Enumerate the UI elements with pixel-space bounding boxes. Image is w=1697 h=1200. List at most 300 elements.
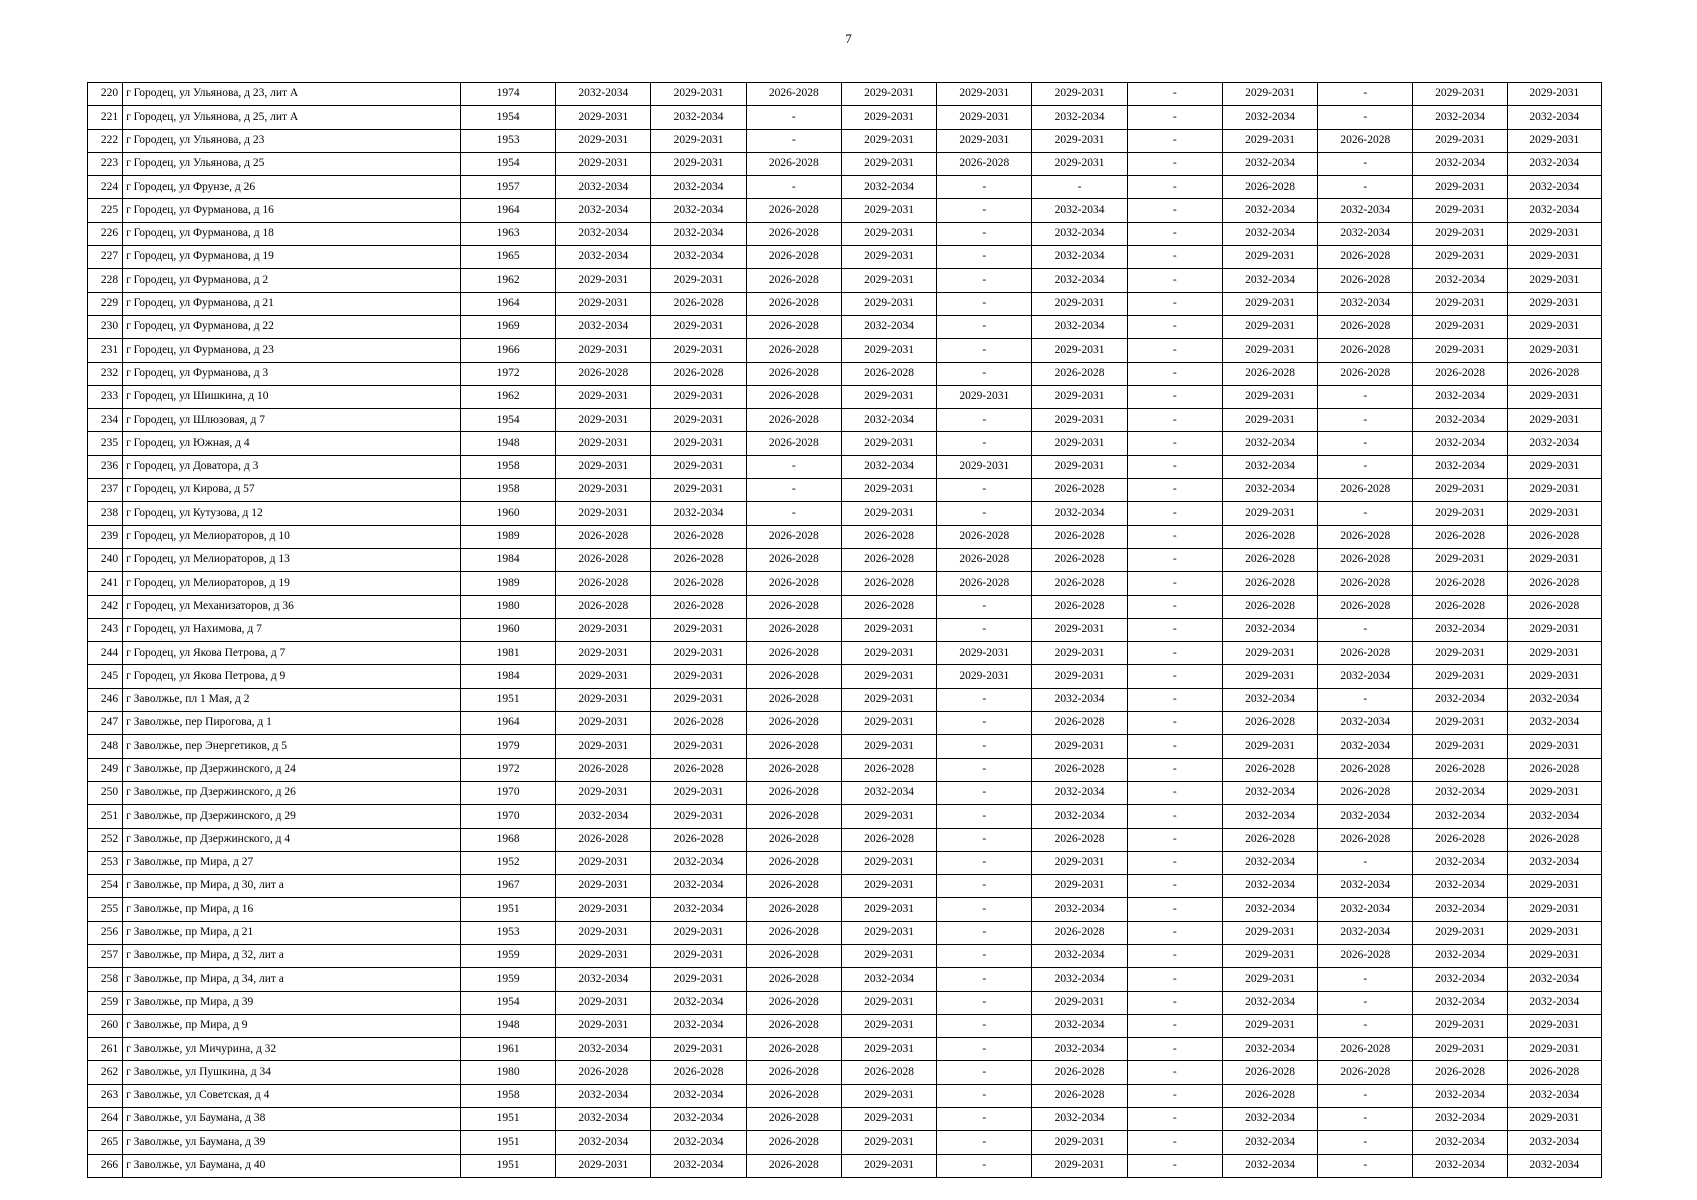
period-cell: 2032-2034	[651, 106, 746, 129]
period-cell: 2029-2031	[1222, 339, 1317, 362]
period-cell: 2026-2028	[841, 362, 936, 385]
period-cell: 2026-2028	[746, 828, 841, 851]
period-cell: 2032-2034	[1318, 665, 1413, 688]
period-cell: 2029-2031	[841, 269, 936, 292]
period-cell: 2026-2028	[556, 525, 651, 548]
period-cell: 2029-2031	[1032, 83, 1127, 106]
period-cell: 2026-2028	[651, 712, 746, 735]
address-cell: г Заволжье, ул Баумана, д 40	[123, 1154, 461, 1177]
period-cell: 2026-2028	[1318, 479, 1413, 502]
address-cell: г Городец, ул Ульянова, д 23	[123, 129, 461, 152]
period-cell: -	[937, 1014, 1032, 1037]
period-cell: 2032-2034	[1413, 851, 1507, 874]
period-cell: 2032-2034	[1413, 432, 1507, 455]
address-cell: г Заволжье, ул Баумана, д 39	[123, 1131, 461, 1154]
period-cell: 2026-2028	[1032, 712, 1127, 735]
table-row	[88, 548, 1602, 571]
period-cell: -	[1127, 805, 1222, 828]
period-cell: 2029-2031	[1507, 1014, 1601, 1037]
address-cell: г Заволжье, пер Энергетиков, д 5	[123, 735, 461, 758]
period-cell: 2029-2031	[841, 921, 936, 944]
year-cell: 1966	[460, 339, 555, 362]
period-cell: -	[937, 362, 1032, 385]
period-cell: 2029-2031	[651, 781, 746, 804]
period-cell: 2032-2034	[1222, 199, 1317, 222]
period-cell: 2029-2031	[1507, 222, 1601, 245]
period-cell: -	[937, 875, 1032, 898]
period-cell: 2029-2031	[1222, 83, 1317, 106]
period-cell: 2032-2034	[1413, 805, 1507, 828]
period-cell: 2029-2031	[937, 106, 1032, 129]
table-row	[88, 292, 1602, 315]
table-row	[88, 222, 1602, 245]
row-number-cell: 260	[88, 1014, 123, 1037]
address-cell: г Городец, ул Фурманова, д 23	[123, 339, 461, 362]
period-cell: 2029-2031	[1507, 1038, 1601, 1061]
row-number-cell: 231	[88, 339, 123, 362]
period-cell: 2032-2034	[651, 1084, 746, 1107]
period-cell: 2029-2031	[1413, 548, 1507, 571]
period-cell: 2032-2034	[1222, 898, 1317, 921]
period-cell: -	[1127, 548, 1222, 571]
period-cell: 2032-2034	[1413, 944, 1507, 967]
year-cell: 1963	[460, 222, 555, 245]
period-cell: 2032-2034	[1222, 269, 1317, 292]
period-cell: 2026-2028	[1318, 758, 1413, 781]
period-cell: 2032-2034	[1318, 875, 1413, 898]
period-cell: 2026-2028	[1222, 758, 1317, 781]
row-number-cell: 252	[88, 828, 123, 851]
period-cell: 2026-2028	[746, 758, 841, 781]
period-cell: -	[937, 315, 1032, 338]
period-cell: 2026-2028	[1318, 269, 1413, 292]
period-cell: 2026-2028	[746, 875, 841, 898]
row-number-cell: 241	[88, 572, 123, 595]
period-cell: 2026-2028	[841, 758, 936, 781]
period-cell: 2026-2028	[1032, 548, 1127, 571]
period-cell: -	[1127, 921, 1222, 944]
period-cell: 2026-2028	[746, 292, 841, 315]
period-cell: 2032-2034	[1507, 1131, 1601, 1154]
period-cell: -	[1127, 152, 1222, 175]
period-cell: 2026-2028	[1032, 479, 1127, 502]
period-cell: 2029-2031	[1413, 479, 1507, 502]
table-row	[88, 83, 1602, 106]
period-cell: 2029-2031	[1413, 246, 1507, 269]
period-cell: 2032-2034	[1507, 805, 1601, 828]
table-row	[88, 595, 1602, 618]
row-number-cell: 245	[88, 665, 123, 688]
period-cell: 2026-2028	[746, 665, 841, 688]
period-cell: -	[937, 292, 1032, 315]
period-cell: 2029-2031	[556, 129, 651, 152]
period-cell: 2029-2031	[1032, 991, 1127, 1014]
table-row	[88, 385, 1602, 408]
period-cell: 2029-2031	[937, 385, 1032, 408]
period-cell: 2029-2031	[1507, 781, 1601, 804]
period-cell: 2026-2028	[746, 921, 841, 944]
address-cell: г Городец, ул Фрунзе, д 26	[123, 176, 461, 199]
period-cell: 2029-2031	[841, 1131, 936, 1154]
period-cell: 2029-2031	[1507, 642, 1601, 665]
period-cell: -	[1127, 1038, 1222, 1061]
address-cell: г Заволжье, ул Пушкина, д 34	[123, 1061, 461, 1084]
table-row	[88, 409, 1602, 432]
period-cell: -	[1318, 1131, 1413, 1154]
row-number-cell: 226	[88, 222, 123, 245]
period-cell: -	[746, 479, 841, 502]
period-cell: -	[1318, 851, 1413, 874]
row-number-cell: 251	[88, 805, 123, 828]
period-cell: 2032-2034	[1413, 898, 1507, 921]
year-cell: 1981	[460, 642, 555, 665]
period-cell: 2032-2034	[1222, 805, 1317, 828]
period-cell: 2026-2028	[841, 548, 936, 571]
period-cell: -	[937, 1131, 1032, 1154]
period-cell: -	[1127, 735, 1222, 758]
period-cell: 2032-2034	[1222, 991, 1317, 1014]
period-cell: 2029-2031	[937, 455, 1032, 478]
period-cell: -	[1127, 758, 1222, 781]
row-number-cell: 222	[88, 129, 123, 152]
year-cell: 1968	[460, 828, 555, 851]
address-cell: г Заволжье, пр Мира, д 27	[123, 851, 461, 874]
period-cell: -	[1127, 1014, 1222, 1037]
period-cell: 2026-2028	[1413, 595, 1507, 618]
period-cell: 2032-2034	[1222, 1131, 1317, 1154]
period-cell: 2026-2028	[651, 362, 746, 385]
period-cell: 2032-2034	[1507, 968, 1601, 991]
period-cell: 2032-2034	[1507, 432, 1601, 455]
period-cell: 2026-2028	[746, 432, 841, 455]
period-cell: 2029-2031	[651, 409, 746, 432]
period-cell: 2029-2031	[1413, 642, 1507, 665]
period-cell: 2032-2034	[1222, 1038, 1317, 1061]
period-cell: 2029-2031	[937, 665, 1032, 688]
table-row	[88, 735, 1602, 758]
period-cell: 2029-2031	[1507, 618, 1601, 641]
address-cell: г Заволжье, пр Мира, д 39	[123, 991, 461, 1014]
address-cell: г Городец, ул Фурманова, д 2	[123, 269, 461, 292]
period-cell: 2029-2031	[556, 106, 651, 129]
period-cell: 2029-2031	[841, 292, 936, 315]
table-row	[88, 642, 1602, 665]
period-cell: 2032-2034	[1222, 479, 1317, 502]
row-number-cell: 234	[88, 409, 123, 432]
table-row	[88, 828, 1602, 851]
period-cell: -	[1318, 83, 1413, 106]
year-cell: 1958	[460, 455, 555, 478]
period-cell: 2029-2031	[651, 269, 746, 292]
period-cell: 2029-2031	[841, 1038, 936, 1061]
address-cell: г Заволжье, пр Мира, д 9	[123, 1014, 461, 1037]
row-number-cell: 225	[88, 199, 123, 222]
table-row	[88, 898, 1602, 921]
period-cell: 2029-2031	[556, 1014, 651, 1037]
period-cell: 2029-2031	[651, 455, 746, 478]
period-cell: 2029-2031	[841, 199, 936, 222]
table-row	[88, 618, 1602, 641]
period-cell: 2026-2028	[651, 595, 746, 618]
period-cell: 2026-2028	[1318, 1038, 1413, 1061]
period-cell: -	[1318, 1014, 1413, 1037]
period-cell: 2026-2028	[746, 1038, 841, 1061]
period-cell: 2029-2031	[651, 642, 746, 665]
address-cell: г Заволжье, пр Дзержинского, д 24	[123, 758, 461, 781]
table-row	[88, 152, 1602, 175]
period-cell: 2029-2031	[556, 269, 651, 292]
address-cell: г Городец, ул Шишкина, д 10	[123, 385, 461, 408]
period-cell: 2026-2028	[556, 572, 651, 595]
table-row	[88, 1131, 1602, 1154]
period-cell: 2032-2034	[1318, 898, 1413, 921]
period-cell: 2029-2031	[1413, 199, 1507, 222]
period-cell: 2029-2031	[556, 479, 651, 502]
period-cell: 2026-2028	[746, 199, 841, 222]
table-row	[88, 1108, 1602, 1131]
period-cell: 2026-2028	[746, 222, 841, 245]
period-cell: -	[1127, 385, 1222, 408]
row-number-cell: 244	[88, 642, 123, 665]
year-cell: 1969	[460, 315, 555, 338]
period-cell: 2026-2028	[1222, 525, 1317, 548]
period-cell: 2029-2031	[841, 642, 936, 665]
period-cell: -	[1318, 968, 1413, 991]
row-number-cell: 220	[88, 83, 123, 106]
period-cell: 2026-2028	[746, 1154, 841, 1177]
period-cell: 2029-2031	[1507, 246, 1601, 269]
row-number-cell: 248	[88, 735, 123, 758]
address-cell: г Заволжье, пр Мира, д 16	[123, 898, 461, 921]
period-cell: 2026-2028	[1032, 572, 1127, 595]
period-cell: 2029-2031	[1222, 1014, 1317, 1037]
period-cell: -	[1127, 944, 1222, 967]
period-cell: 2029-2031	[1507, 875, 1601, 898]
period-cell: 2026-2028	[1413, 525, 1507, 548]
address-cell: г Городец, ул Фурманова, д 16	[123, 199, 461, 222]
year-cell: 1970	[460, 781, 555, 804]
period-cell: 2032-2034	[841, 455, 936, 478]
period-cell: -	[1127, 292, 1222, 315]
row-number-cell: 242	[88, 595, 123, 618]
period-cell: 2029-2031	[841, 1154, 936, 1177]
year-cell: 1962	[460, 385, 555, 408]
period-cell: 2026-2028	[746, 572, 841, 595]
period-cell: 2029-2031	[1032, 1131, 1127, 1154]
period-cell: 2026-2028	[1222, 548, 1317, 571]
period-cell: 2026-2028	[556, 1061, 651, 1084]
period-cell: 2026-2028	[746, 712, 841, 735]
period-cell: 2026-2028	[1222, 712, 1317, 735]
period-cell: 2032-2034	[556, 199, 651, 222]
period-cell: 2032-2034	[651, 502, 746, 525]
period-cell: 2029-2031	[1413, 222, 1507, 245]
period-cell: 2029-2031	[1222, 968, 1317, 991]
period-cell: 2026-2028	[651, 572, 746, 595]
address-cell: г Городец, ул Ульянова, д 25, лит А	[123, 106, 461, 129]
period-cell: -	[1127, 246, 1222, 269]
period-cell: 2029-2031	[556, 851, 651, 874]
period-cell: 2032-2034	[1222, 1154, 1317, 1177]
period-cell: 2032-2034	[1318, 735, 1413, 758]
period-cell: 2026-2028	[746, 968, 841, 991]
period-cell: 2026-2028	[746, 618, 841, 641]
period-cell: -	[937, 805, 1032, 828]
year-cell: 1959	[460, 968, 555, 991]
period-cell: 2026-2028	[1032, 828, 1127, 851]
period-cell: -	[937, 1108, 1032, 1131]
year-cell: 1984	[460, 665, 555, 688]
period-cell: -	[1127, 1108, 1222, 1131]
period-cell: 2029-2031	[556, 735, 651, 758]
period-cell: -	[1318, 991, 1413, 1014]
period-cell: 2026-2028	[937, 548, 1032, 571]
period-cell: 2032-2034	[1032, 968, 1127, 991]
period-cell: -	[1318, 455, 1413, 478]
row-number-cell: 228	[88, 269, 123, 292]
period-cell: -	[937, 991, 1032, 1014]
period-cell: 2029-2031	[1032, 1154, 1127, 1177]
address-cell: г Заволжье, ул Советская, д 4	[123, 1084, 461, 1107]
period-cell: 2029-2031	[556, 991, 651, 1014]
year-cell: 1953	[460, 921, 555, 944]
period-cell: 2029-2031	[841, 851, 936, 874]
period-cell: -	[937, 595, 1032, 618]
address-cell: г Заволжье, пр Дзержинского, д 29	[123, 805, 461, 828]
year-cell: 1972	[460, 758, 555, 781]
row-number-cell: 224	[88, 176, 123, 199]
period-cell: -	[937, 781, 1032, 804]
period-cell: 2029-2031	[1507, 83, 1601, 106]
row-number-cell: 243	[88, 618, 123, 641]
period-cell: 2032-2034	[556, 222, 651, 245]
period-cell: -	[937, 1154, 1032, 1177]
period-cell: 2026-2028	[746, 898, 841, 921]
year-cell: 1954	[460, 152, 555, 175]
period-cell: 2032-2034	[556, 246, 651, 269]
period-cell: 2029-2031	[556, 898, 651, 921]
period-cell: -	[1032, 176, 1127, 199]
year-cell: 1964	[460, 199, 555, 222]
period-cell: 2029-2031	[1507, 502, 1601, 525]
period-cell: -	[1127, 83, 1222, 106]
address-cell: г Заволжье, пр Дзержинского, д 26	[123, 781, 461, 804]
period-cell: 2032-2034	[1507, 1084, 1601, 1107]
period-cell: -	[1127, 595, 1222, 618]
address-cell: г Городец, ул Фурманова, д 22	[123, 315, 461, 338]
table-row	[88, 921, 1602, 944]
address-cell: г Заволжье, пл 1 Мая, д 2	[123, 688, 461, 711]
period-cell: -	[1127, 712, 1222, 735]
period-cell: 2029-2031	[1507, 1108, 1601, 1131]
period-cell: 2032-2034	[651, 875, 746, 898]
period-cell: 2029-2031	[1507, 129, 1601, 152]
table-row	[88, 315, 1602, 338]
period-cell: -	[1318, 1084, 1413, 1107]
page-number: 7	[845, 31, 852, 46]
year-cell: 1980	[460, 595, 555, 618]
period-cell: 2026-2028	[746, 152, 841, 175]
address-cell: г Заволжье, пр Мира, д 34, лит а	[123, 968, 461, 991]
table-row	[88, 758, 1602, 781]
period-cell: 2032-2034	[1413, 409, 1507, 432]
year-cell: 1954	[460, 106, 555, 129]
period-cell: 2029-2031	[937, 83, 1032, 106]
year-cell: 1954	[460, 991, 555, 1014]
year-cell: 1951	[460, 688, 555, 711]
period-cell: 2029-2031	[651, 432, 746, 455]
period-cell: 2026-2028	[746, 1061, 841, 1084]
period-cell: 2026-2028	[746, 735, 841, 758]
period-cell: -	[1318, 618, 1413, 641]
period-cell: -	[1127, 315, 1222, 338]
address-cell: г Городец, ул Фурманова, д 21	[123, 292, 461, 315]
period-cell: 2029-2031	[651, 152, 746, 175]
period-cell: 2029-2031	[1507, 898, 1601, 921]
row-number-cell: 236	[88, 455, 123, 478]
period-cell: 2032-2034	[556, 176, 651, 199]
period-cell: 2029-2031	[556, 152, 651, 175]
row-number-cell: 232	[88, 362, 123, 385]
period-cell: 2029-2031	[1222, 921, 1317, 944]
year-cell: 1970	[460, 805, 555, 828]
period-cell: 2026-2028	[746, 944, 841, 967]
period-cell: 2029-2031	[1413, 292, 1507, 315]
period-cell: -	[1127, 502, 1222, 525]
period-cell: 2029-2031	[841, 898, 936, 921]
period-cell: 2026-2028	[1318, 781, 1413, 804]
period-cell: 2032-2034	[1318, 805, 1413, 828]
row-number-cell: 249	[88, 758, 123, 781]
year-cell: 1954	[460, 409, 555, 432]
period-cell: -	[1127, 199, 1222, 222]
period-cell: -	[937, 921, 1032, 944]
period-cell: 2032-2034	[651, 898, 746, 921]
table-row	[88, 805, 1602, 828]
period-cell: 2026-2028	[746, 991, 841, 1014]
period-cell: 2029-2031	[1222, 385, 1317, 408]
period-cell: -	[1127, 688, 1222, 711]
period-cell: 2029-2031	[1032, 735, 1127, 758]
period-cell: -	[1127, 618, 1222, 641]
year-cell: 1979	[460, 735, 555, 758]
period-cell: 2026-2028	[746, 1014, 841, 1037]
period-cell: 2032-2034	[1032, 805, 1127, 828]
period-cell: 2032-2034	[651, 199, 746, 222]
period-cell: 2026-2028	[1032, 1084, 1127, 1107]
period-cell: 2029-2031	[841, 432, 936, 455]
period-cell: 2032-2034	[1222, 152, 1317, 175]
period-cell: 2029-2031	[556, 642, 651, 665]
period-cell: 2029-2031	[556, 944, 651, 967]
table-row	[88, 176, 1602, 199]
address-cell: г Городец, ул Мелиораторов, д 19	[123, 572, 461, 595]
row-number-cell: 266	[88, 1154, 123, 1177]
period-cell: 2032-2034	[1318, 292, 1413, 315]
period-cell: 2029-2031	[651, 315, 746, 338]
period-cell: 2026-2028	[1222, 1084, 1317, 1107]
period-cell: 2026-2028	[937, 525, 1032, 548]
period-cell: 2032-2034	[1032, 944, 1127, 967]
period-cell: 2032-2034	[651, 176, 746, 199]
period-cell: 2029-2031	[651, 1038, 746, 1061]
table-row	[88, 875, 1602, 898]
period-cell: 2032-2034	[1032, 269, 1127, 292]
period-cell: 2029-2031	[1032, 875, 1127, 898]
period-cell: -	[937, 199, 1032, 222]
period-cell: 2032-2034	[1032, 1108, 1127, 1131]
period-cell: 2026-2028	[841, 828, 936, 851]
